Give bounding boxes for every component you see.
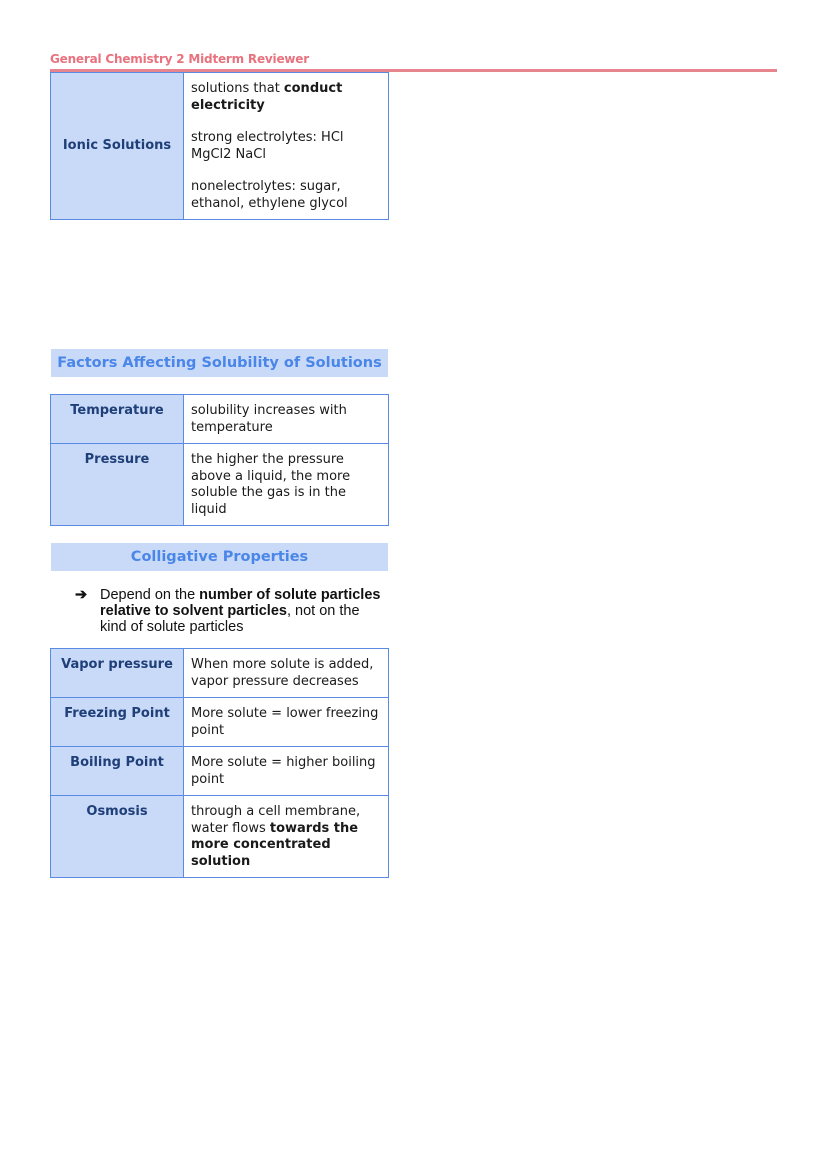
ionic-solutions-table [50,72,389,220]
factors-table [50,394,389,526]
section-heading-factors: Factors Affecting Solubility of Solutions [51,349,388,377]
row-key: Osmosis [51,796,184,878]
section-heading-colligative: Colligative Properties [51,543,388,571]
table-row [51,747,389,796]
paragraph: strong electrolytes: HCl MgCl2 NaCl [191,130,344,162]
bold-text: conduct electricity [191,81,343,113]
row-value: solubility increases with temperature [184,395,389,444]
row-value: When more solute is added, vapor pressure decreases [184,649,389,698]
bullet-point [75,587,385,635]
text: solutions that [191,81,284,96]
bullet-text: Depend on the number of solute particles relative to solvent particles, not on the kind of solute particles [100,587,381,635]
document-header-title: General Chemistry 2 Midterm Reviewer [50,52,309,66]
paragraph: nonelectrolytes: sugar, ethanol, ethylene glycol [191,179,348,211]
row-key: Freezing Point [51,698,184,747]
row-value: More solute = higher boiling point [184,747,389,796]
row-key: Boiling Point [51,747,184,796]
row-value: More solute = lower freezing point [184,698,389,747]
table-row [51,444,389,526]
colligative-table [50,648,389,878]
table-row [51,649,389,698]
table-row [51,796,389,878]
table-row [51,698,389,747]
row-value [184,73,389,220]
arrow-right-icon: ➔ [75,587,88,603]
row-value: the higher the pressure above a liquid, the more soluble the gas is in the liquid [184,444,389,526]
row-key: Vapor pressure [51,649,184,698]
row-key: Temperature [51,395,184,444]
row-key: Pressure [51,444,184,526]
paragraph [191,81,381,114]
table-row [51,395,389,444]
row-key: Ionic Solutions [51,73,184,220]
table-row [51,73,389,220]
row-value: through a cell membrane, water flows towards the more concentrated solution [184,796,389,878]
